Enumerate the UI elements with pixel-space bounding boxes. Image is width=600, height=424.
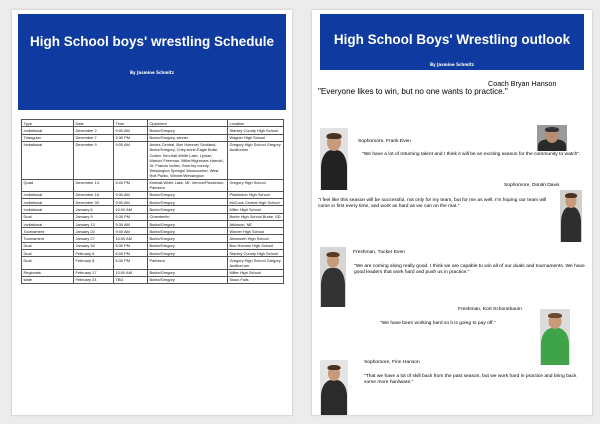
cell-time: 10:00 AM [114, 235, 148, 242]
schedule-banner [18, 14, 286, 110]
cell-opponent: Parkston [148, 257, 228, 269]
schedule-page [12, 10, 292, 415]
athlete-quote-dimitri-davis: "I feel like this season will be successful, not only for my team, but for me as well. I'm hoping our team will come in first every time, and work as hard as we can on the mat." [318, 198, 547, 210]
cell-date: February 24 [74, 276, 114, 283]
cell-date: December 7 [74, 134, 114, 141]
table-row [22, 257, 284, 269]
cell-location: Gregory High School Gregory Auditori-um [228, 257, 284, 269]
cell-date: December 14 [74, 179, 114, 191]
table-row [22, 242, 284, 249]
cell-location: Bon Homme High School [228, 242, 284, 249]
cell-opponent: Burke/Gregory [148, 127, 228, 134]
schedule-table [21, 119, 284, 284]
athlete-name-tucker-even: Freshman, Tucker Even [353, 250, 405, 255]
cell-type: Dual [22, 257, 74, 269]
cell-location: Stanley County High School [228, 250, 284, 257]
cell-opponent: Burke/Gregory [148, 228, 228, 235]
cell-time: TBD [114, 276, 148, 283]
cell-type: state [22, 276, 74, 283]
table-row [22, 191, 284, 198]
cell-type: Tournament [22, 235, 74, 242]
table-row [22, 179, 284, 191]
cell-time: 5:30 PM [114, 134, 148, 141]
athlete-quote-kort-schonebaum: "We have been working hard so it is going to pay off." [380, 321, 496, 326]
cell-type: Invitational [22, 220, 74, 227]
athlete-name-finn-hanson: Sophomore, Finn Hanson [364, 360, 420, 365]
athlete-quote-finn-hanson: "That we have a lot of skill back from the past season, but we work hard in practice and bring back some more hardware." [364, 374, 577, 386]
cell-opponent: Burke/Gregory [148, 242, 228, 249]
coach-name: Coach Bryan Hanson [488, 79, 557, 88]
cell-type: Invitational [22, 191, 74, 198]
cell-date: January 6 [74, 206, 114, 213]
cell-type: Invitational [22, 127, 74, 134]
cell-time: 6:00 PM [114, 250, 148, 257]
table-row [22, 141, 284, 179]
cell-opponent: Burke/Gregory [148, 206, 228, 213]
cell-time: 9:00 AM [114, 199, 148, 206]
cell-type: Triangular [22, 134, 74, 141]
cell-opponent: Chamberlin [148, 213, 228, 220]
table-row [22, 228, 284, 235]
header-type: Type [22, 120, 74, 127]
cell-type: Invitational [22, 206, 74, 213]
cell-location: Winner High School [228, 228, 284, 235]
athlete-photo-dimitri-davis [560, 190, 582, 242]
table-header-row [22, 120, 284, 127]
cell-time: 5:00 PM [114, 179, 148, 191]
cell-date: December 9 [74, 141, 114, 179]
cell-date: December 2 [74, 127, 114, 134]
cell-opponent: Burke/Gregory, winner [148, 134, 228, 141]
cell-type: Dual [22, 213, 74, 220]
cell-opponent: Burke/Gregory [148, 235, 228, 242]
table-row [22, 250, 284, 257]
athlete-photo-kort-schonebaum [540, 309, 570, 365]
cell-type: Invitational [22, 199, 74, 206]
cell-time: 9:00 AM [114, 127, 148, 134]
cell-opponent: Andes Central, Bon Homme/ Scotland, Burke/Gregory, Chey-enne-Eagle Butte, Custer, Kim-ball-White Lake, Lyman, Marion/ Freeman, Miller/Highmore-Harrold, St. Francis Indian, Stan-ley county, Wessington Springs/ Woonsocket, West Holt Public, Winner/Wessington [148, 141, 228, 179]
cell-location: Ainsworth High School [228, 235, 284, 242]
cell-time: 9:30 AM [114, 191, 148, 198]
cell-location: Burke High School Burke, SD [228, 213, 284, 220]
header-location: Location [228, 120, 284, 127]
cell-time: 10:00 AM [114, 206, 148, 213]
cell-time: 9:30 AM [114, 220, 148, 227]
cell-opponent: Kimball-White Lake, Mt. Vernon/Plankinton, Parkston [148, 179, 228, 191]
cell-opponent: Burke/Gregory [148, 269, 228, 276]
athlete-photo-finn-hanson [320, 360, 348, 415]
athlete-photo-frank-even [320, 128, 348, 190]
header-opponent: Opponent [148, 120, 228, 127]
cell-location: Wagner High School [228, 134, 284, 141]
cell-time: 9:00 AM [114, 228, 148, 235]
cell-location: Stanley County High School [228, 127, 284, 134]
cell-date: January 30 [74, 242, 114, 249]
outlook-banner [320, 14, 584, 70]
athlete-name-dimitri-davis: Sophomore, Dimitri Davis [504, 183, 560, 188]
athlete-quote-tucker-even: "We are coming along really good. I think we are capable to win all of our duals and tournaments. We have good leaders that work hard and push us in practice." [354, 264, 585, 276]
outlook-byline: By Jasmine Schmitz [430, 62, 474, 67]
cell-time: 6:30 PM [114, 242, 148, 249]
cell-location: Gregory High School Gregory Auditorium [228, 141, 284, 179]
cell-location: Atkinson, NE [228, 220, 284, 227]
cell-opponent: Burke/Gregory [148, 220, 228, 227]
table-row [22, 269, 284, 276]
table-row [22, 206, 284, 213]
cell-type: Invitational [22, 141, 74, 179]
schedule-title: High School boys' wrestling Schedule [30, 34, 274, 49]
cell-date: January 27 [74, 235, 114, 242]
cell-date: February 6 [74, 250, 114, 257]
cell-time: 6:30 PM [114, 213, 148, 220]
outlook-page [312, 10, 592, 415]
outlook-title: High School Boys' Wrestling outlook [333, 32, 571, 47]
cell-date: January 9 [74, 213, 114, 220]
cell-date: January 20 [74, 228, 114, 235]
table-row [22, 127, 284, 134]
cell-type: Regionals [22, 269, 74, 276]
table-row [22, 199, 284, 206]
schedule-byline: By Jasmine Schmitz [130, 70, 174, 75]
cell-type: Dual [22, 250, 74, 257]
cell-location: McCook Central High School [228, 199, 284, 206]
cell-time: 10:00 AM [114, 269, 148, 276]
cell-type: Tournament [22, 228, 74, 235]
table-row [22, 235, 284, 242]
coach-quote: "Everyone likes to win, but no one wants to practice." [318, 87, 508, 96]
table-row [22, 213, 284, 220]
cell-time: 6:30 PM [114, 257, 148, 269]
cell-date: December 16 [74, 191, 114, 198]
athlete-photo-tucker-even [320, 247, 346, 307]
cell-type: Dual [22, 242, 74, 249]
cell-date: February 17 [74, 269, 114, 276]
header-time: Time [114, 120, 148, 127]
table-row [22, 220, 284, 227]
cell-opponent: Burke/Gregory [148, 199, 228, 206]
cell-time: 9:00 AM [114, 141, 148, 179]
header-date: Date [74, 120, 114, 127]
cell-date: December 30 [74, 199, 114, 206]
cell-type: Quad [22, 179, 74, 191]
cell-location: Sioux Falls [228, 276, 284, 283]
cell-opponent: Burke/Gregory [148, 250, 228, 257]
table-row [22, 134, 284, 141]
athlete-name-kort-schonebaum: Freshman, Kort Schonebaum [458, 307, 522, 312]
cell-location: Plankinton High School [228, 191, 284, 198]
cell-opponent: Burke/Gregory [148, 191, 228, 198]
coach-photo [537, 125, 567, 151]
cell-opponent: Burke/Gregory [148, 276, 228, 283]
cell-date: January 13 [74, 220, 114, 227]
athlete-quote-frank-even: "We have a lot of returning talent and I think it will be an exciting season for the community to watch". [362, 152, 581, 157]
cell-date: February 8 [74, 257, 114, 269]
table-row [22, 276, 284, 283]
cell-location: Miller High School [228, 269, 284, 276]
cell-location: Gregory High School [228, 179, 284, 191]
cell-location: Miller High School [228, 206, 284, 213]
athlete-name-frank-even: Sophomore, Frank Even [358, 139, 412, 144]
